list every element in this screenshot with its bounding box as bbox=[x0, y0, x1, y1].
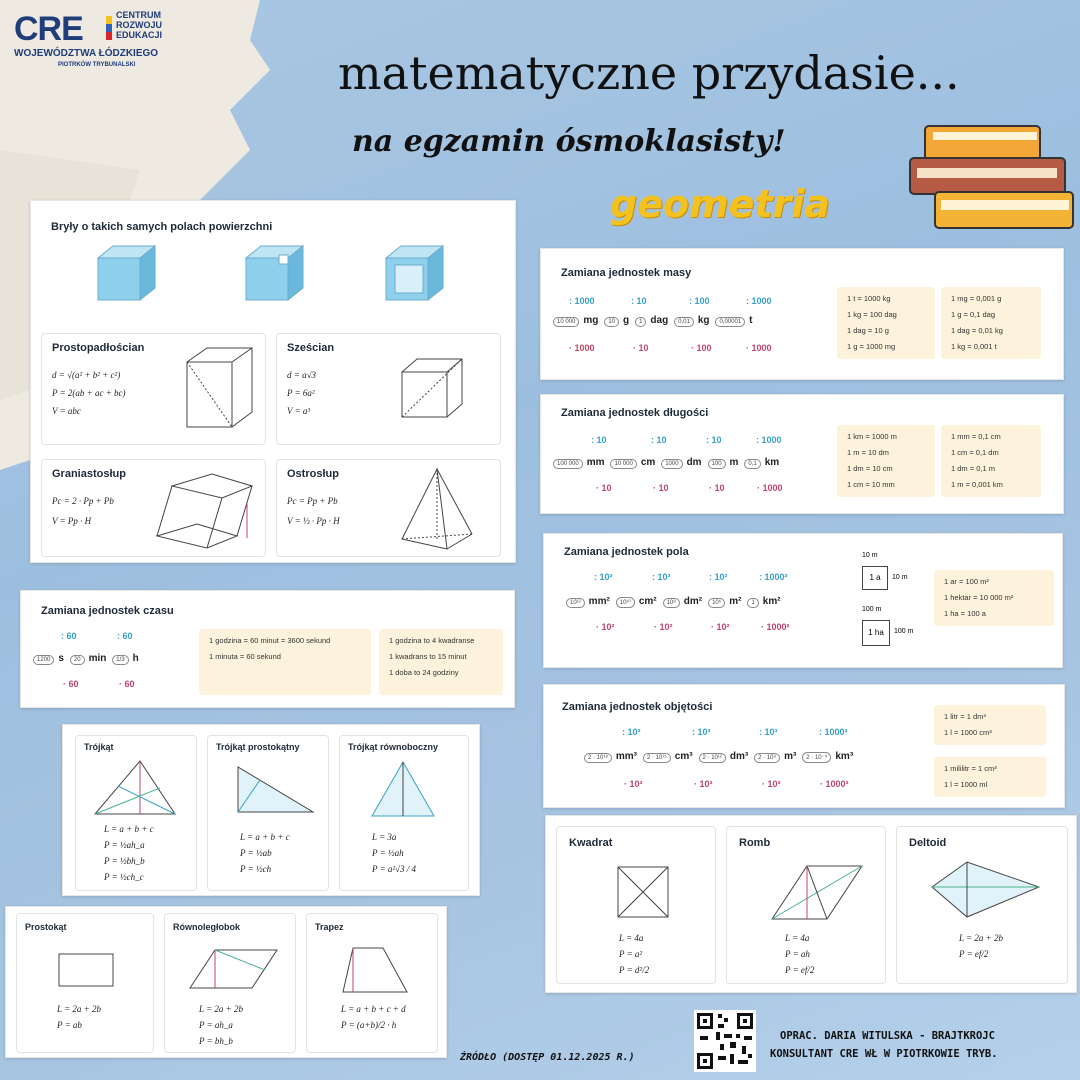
cube-hollow-icon bbox=[381, 243, 451, 303]
parallelogram-diagram bbox=[185, 944, 281, 994]
parallelogram-formula-3: P = bh_b bbox=[199, 1036, 233, 1046]
time-card bbox=[20, 590, 515, 708]
books-icon bbox=[905, 118, 1075, 238]
box-line: 1 godzina = 60 minut = 3600 sekund bbox=[209, 636, 331, 645]
length-op-bottom-2: · 10 bbox=[653, 483, 669, 493]
trapezoid-formula-1: L = a + b + c + d bbox=[341, 1004, 406, 1014]
prism-panel bbox=[41, 459, 266, 557]
parallelogram-formula-2: P = ah_a bbox=[199, 1020, 233, 1030]
volume-heading: Zamiana jednostek objętości bbox=[562, 701, 713, 713]
logo-line3: EDUKACJI bbox=[116, 30, 163, 40]
area-pill: 10⁶ bbox=[708, 598, 725, 608]
parallelogram-formula-1: L = 2a + 2b bbox=[199, 1004, 243, 1014]
square-ha-top: 100 m bbox=[862, 606, 882, 613]
cuboid-panel bbox=[41, 333, 266, 445]
area-pill: 10¹⁰ bbox=[616, 597, 635, 608]
box-line: 1 l = 1000 ml bbox=[944, 780, 988, 789]
box-line: 1 dm = 10 cm bbox=[847, 464, 893, 473]
area-unit: km² bbox=[762, 596, 781, 607]
cube-full-icon bbox=[93, 243, 163, 303]
rhombus-panel bbox=[726, 826, 886, 984]
triangle-formula-1: L = a + b + c bbox=[104, 824, 154, 834]
right-triangle-heading: Trójkąt prostokątny bbox=[216, 742, 300, 752]
topic-title: geometria bbox=[610, 182, 831, 226]
square-formula-2: P = a² bbox=[619, 949, 643, 959]
cube-formula-1: d = a√3 bbox=[287, 370, 317, 380]
length-unit: mm bbox=[586, 457, 605, 468]
box-line: 1 km = 1000 m bbox=[847, 432, 897, 441]
source-note: ŹRÓDŁO (DOSTĘP 01.12.2025 R.) bbox=[460, 1052, 635, 1063]
box-line: 1 cm = 0,1 dm bbox=[951, 448, 999, 457]
length-op-top-4: : 1000 bbox=[756, 435, 782, 445]
mass-box-1 bbox=[837, 287, 935, 359]
length-unit: km bbox=[764, 457, 780, 468]
area-unit: m² bbox=[729, 596, 742, 607]
mass-heading: Zamiana jednostek masy bbox=[561, 267, 692, 279]
box-line: 1 l = 1000 cm³ bbox=[944, 728, 992, 737]
box-line: 1 mm = 0,1 cm bbox=[951, 432, 1001, 441]
square-ar: 1 a bbox=[862, 566, 888, 590]
box-line: 1 m = 10 dm bbox=[847, 448, 889, 457]
volume-pill: 2 · 10⁻⁹ bbox=[802, 752, 831, 763]
box-line: 1 litr = 1 dm³ bbox=[944, 712, 986, 721]
area-box bbox=[934, 570, 1054, 626]
cuboid-formula-2: P = 2(ab + ac + bc) bbox=[52, 388, 126, 398]
logo-mark: CRE bbox=[14, 10, 83, 48]
box-line: 1 m = 0,001 km bbox=[951, 480, 1003, 489]
pyramid-panel bbox=[276, 459, 501, 557]
prism-formula-2: V = Pp · H bbox=[52, 516, 92, 526]
rhombus-formula-1: L = 4a bbox=[785, 933, 810, 943]
cube-notched-icon bbox=[241, 243, 311, 303]
area-pill: 10¹² bbox=[566, 598, 585, 608]
length-pill: 0,1 bbox=[744, 459, 760, 469]
mass-pill: 0,00001 bbox=[715, 317, 745, 327]
volume-op-top-2: : 10³ bbox=[692, 727, 711, 737]
length-heading: Zamiana jednostek długości bbox=[561, 407, 709, 419]
box-line: 1 dag = 10 g bbox=[847, 326, 889, 335]
cuboid-formula-1: d = √(a² + b² + c²) bbox=[52, 370, 121, 380]
area-op-bottom-3: · 10² bbox=[711, 622, 730, 632]
square-ha: 1 ha bbox=[862, 620, 890, 646]
box-line: 1 kg = 0,001 t bbox=[951, 342, 997, 351]
length-op-top-1: : 10 bbox=[591, 435, 607, 445]
box-line: 1 kwadrans to 15 minut bbox=[389, 652, 467, 661]
mass-unit: t bbox=[749, 315, 753, 326]
deltoid-formula-2: P = ef/2 bbox=[959, 949, 989, 959]
prism-diagram bbox=[152, 466, 262, 552]
volume-box-2 bbox=[934, 757, 1046, 797]
area-op-top-2: : 10² bbox=[652, 572, 671, 582]
time-op-top-1: : 60 bbox=[61, 631, 77, 641]
mass-unit: kg bbox=[697, 315, 710, 326]
rectangle-formula-1: L = 2a + 2b bbox=[57, 1004, 101, 1014]
box-line: 1 dm = 0,1 m bbox=[951, 464, 995, 473]
logo-flag bbox=[106, 16, 112, 40]
volume-pill: 2 · 10¹² bbox=[699, 753, 726, 763]
area-op-top-4: : 1000² bbox=[759, 572, 788, 582]
page-subtitle: na egzamin ósmoklasisty! bbox=[352, 124, 786, 159]
mass-op-bottom-4: · 1000 bbox=[746, 343, 772, 353]
mass-chain bbox=[553, 315, 757, 327]
deltoid-heading: Deltoid bbox=[909, 837, 947, 849]
area-unit: dm² bbox=[683, 596, 703, 607]
box-line: 1 ha = 100 a bbox=[944, 609, 986, 618]
cube-formula-2: P = 6a² bbox=[287, 388, 315, 398]
length-op-top-3: : 10 bbox=[706, 435, 722, 445]
mass-pill: 0,01 bbox=[674, 317, 694, 327]
time-heading: Zamiana jednostek czasu bbox=[41, 605, 174, 617]
mass-op-top-3: : 100 bbox=[689, 296, 710, 306]
square-diagram bbox=[612, 861, 674, 923]
area-unit: mm² bbox=[588, 596, 610, 607]
box-line: 1 godzina to 4 kwadranse bbox=[389, 636, 475, 645]
equilateral-formula-2: P = ½ah bbox=[372, 848, 404, 858]
time-chain bbox=[33, 653, 143, 665]
trapezoid-diagram bbox=[333, 942, 413, 998]
trapezoid-formula-2: P = (a+b)/2 · h bbox=[341, 1020, 397, 1030]
trapezoid-panel bbox=[306, 913, 438, 1053]
cuboid-heading: Prostopadłościan bbox=[52, 342, 145, 354]
triangle-formula-4: P = ½ch_c bbox=[104, 872, 144, 882]
prism-heading: Graniastosłup bbox=[52, 468, 126, 480]
length-op-bottom-1: · 10 bbox=[596, 483, 612, 493]
length-box-1 bbox=[837, 425, 935, 497]
area-pill: 10⁸ bbox=[663, 598, 680, 608]
volume-unit: dm³ bbox=[729, 751, 749, 762]
right-triangle-formula-2: P = ½ab bbox=[240, 848, 272, 858]
rhombus-formula-3: P = ef/2 bbox=[785, 965, 815, 975]
square-panel bbox=[556, 826, 716, 984]
solids-heading: Bryły o takich samych polach powierzchni bbox=[51, 221, 273, 233]
solids-card bbox=[30, 200, 516, 563]
volume-op-bottom-2: · 10³ bbox=[694, 779, 713, 789]
length-pill: 10 000 bbox=[610, 459, 636, 469]
length-op-bottom-4: · 1000 bbox=[757, 483, 783, 493]
right-triangle-formula-1: L = a + b + c bbox=[240, 832, 290, 842]
triangle-formula-3: P = ½bh_b bbox=[104, 856, 145, 866]
mass-card bbox=[540, 248, 1064, 380]
page-title: matematyczne przydasie... bbox=[338, 46, 960, 100]
deltoid-formula-1: L = 2a + 2b bbox=[959, 933, 1003, 943]
cuboid-formula-3: V = abc bbox=[52, 406, 81, 416]
time-unit: min bbox=[88, 653, 107, 664]
cube-heading: Sześcian bbox=[287, 342, 335, 354]
area-chain bbox=[566, 596, 785, 608]
triangle-heading: Trójkąt bbox=[84, 742, 114, 752]
box-line: 1 g = 1000 mg bbox=[847, 342, 896, 351]
mass-pill: 10 bbox=[604, 317, 619, 327]
volume-op-top-3: : 10³ bbox=[759, 727, 778, 737]
logo-line4: WOJEWÓDZTWA ŁÓDZKIEGO bbox=[14, 48, 159, 59]
triangles-card bbox=[62, 724, 480, 896]
square-ar-top: 10 m bbox=[862, 552, 878, 559]
author-line-1: OPRAC. DARIA WITULSKA - BRAJTKROJC bbox=[780, 1030, 995, 1042]
time-op-top-2: : 60 bbox=[117, 631, 133, 641]
cre-logo bbox=[14, 10, 194, 72]
qr-code-icon bbox=[694, 1010, 756, 1072]
length-pill: 100 000 bbox=[553, 459, 583, 469]
mass-op-top-1: : 1000 bbox=[569, 296, 595, 306]
volume-unit: cm³ bbox=[674, 751, 693, 762]
time-op-bottom-2: · 60 bbox=[119, 679, 135, 689]
time-pill: 20 bbox=[70, 655, 85, 665]
volume-op-bottom-4: · 1000³ bbox=[820, 779, 849, 789]
rectangle-diagram bbox=[53, 948, 119, 992]
logo-line1: CENTRUM bbox=[116, 10, 161, 20]
box-line: 1 hektar = 10 000 m² bbox=[944, 593, 1014, 602]
parallelogram-heading: Równoległobok bbox=[173, 922, 240, 932]
volume-op-bottom-1: · 10³ bbox=[624, 779, 643, 789]
volume-op-bottom-3: · 10³ bbox=[762, 779, 781, 789]
pyramid-formula-2: V = ⅓ · Pp · H bbox=[287, 516, 340, 526]
time-unit: s bbox=[58, 653, 64, 664]
pyramid-formula-1: Pc = Pp + Pb bbox=[287, 496, 338, 506]
mass-box-2 bbox=[941, 287, 1041, 359]
area-pill: 1 bbox=[747, 598, 758, 608]
cuboid-diagram bbox=[182, 342, 262, 438]
right-triangle-formula-3: P = ½ch bbox=[240, 864, 272, 874]
volume-unit: km³ bbox=[835, 751, 854, 762]
area-op-bottom-2: · 10² bbox=[654, 622, 673, 632]
time-box-1 bbox=[199, 629, 371, 695]
volume-unit: m³ bbox=[784, 751, 797, 762]
box-line: 1 g = 0,1 dag bbox=[951, 310, 995, 319]
volume-chain bbox=[584, 751, 857, 763]
triangle-formula-2: P = ½ah_a bbox=[104, 840, 145, 850]
time-unit: h bbox=[132, 653, 139, 664]
cube-formula-3: V = a³ bbox=[287, 406, 311, 416]
cube-diagram bbox=[397, 354, 467, 424]
area-op-bottom-1: · 10² bbox=[596, 622, 615, 632]
pyramid-diagram bbox=[397, 464, 477, 554]
volume-pill: 2 · 10¹⁵ bbox=[643, 753, 671, 763]
mass-op-top-4: : 1000 bbox=[746, 296, 772, 306]
mass-op-bottom-2: · 10 bbox=[633, 343, 649, 353]
equilateral-heading: Trójkąt równoboczny bbox=[348, 742, 439, 752]
mass-pill: 10 000 bbox=[553, 317, 579, 327]
area-heading: Zamiana jednostek pola bbox=[564, 546, 689, 558]
area-op-top-3: : 10² bbox=[709, 572, 728, 582]
length-op-bottom-3: · 10 bbox=[709, 483, 725, 493]
logo-line2: ROZWOJU bbox=[116, 20, 162, 30]
length-pill: 100 bbox=[708, 459, 726, 469]
volume-op-top-4: : 1000³ bbox=[819, 727, 848, 737]
length-unit: cm bbox=[640, 457, 656, 468]
box-line: 1 minuta = 60 sekund bbox=[209, 652, 281, 661]
length-op-top-2: : 10 bbox=[651, 435, 667, 445]
volume-pill: 2 · 10⁹ bbox=[754, 753, 780, 763]
mass-unit: dag bbox=[650, 315, 669, 326]
time-op-bottom-1: · 60 bbox=[63, 679, 79, 689]
box-line: 1 dag = 0,01 kg bbox=[951, 326, 1003, 335]
box-line: 1 doba to 24 godziny bbox=[389, 668, 459, 677]
mass-op-bottom-3: · 100 bbox=[691, 343, 712, 353]
rectangle-panel bbox=[16, 913, 154, 1053]
pyramid-heading: Ostrosłup bbox=[287, 468, 339, 480]
volume-op-top-1: : 10³ bbox=[622, 727, 641, 737]
deltoid-diagram bbox=[927, 857, 1043, 923]
equilateral-formula-3: P = a²√3 / 4 bbox=[372, 864, 417, 874]
triangle-panel bbox=[75, 735, 197, 891]
square-ar-side: 10 m bbox=[892, 574, 908, 581]
square-ha-side: 100 m bbox=[894, 628, 914, 635]
square-heading: Kwadrat bbox=[569, 837, 613, 849]
area-card bbox=[543, 533, 1063, 668]
volume-box-1 bbox=[934, 705, 1046, 745]
equilateral-diagram bbox=[368, 758, 438, 822]
trapezoid-heading: Trapez bbox=[315, 922, 344, 932]
area-op-top-1: : 10² bbox=[594, 572, 613, 582]
square-formula-1: L = 4a bbox=[619, 933, 644, 943]
time-box-2 bbox=[379, 629, 503, 695]
area-unit: cm² bbox=[638, 596, 657, 607]
parallelogram-panel bbox=[164, 913, 296, 1053]
triangle-diagram bbox=[90, 756, 180, 818]
length-pill: 1000 bbox=[661, 459, 682, 469]
volume-card bbox=[543, 684, 1065, 808]
right-triangle-panel bbox=[207, 735, 329, 891]
rectangle-formula-2: P = ab bbox=[57, 1020, 82, 1030]
box-line: 1 kg = 100 dag bbox=[847, 310, 897, 319]
box-line: 1 ar = 100 m² bbox=[944, 577, 989, 586]
right-triangle-diagram bbox=[228, 762, 318, 822]
square-formula-3: P = d²/2 bbox=[619, 965, 650, 975]
logo-line5: PIOTRKÓW TRYBUNALSKI bbox=[58, 62, 136, 68]
area-op-bottom-4: · 1000² bbox=[761, 622, 790, 632]
rhombus-heading: Romb bbox=[739, 837, 771, 849]
length-box-2 bbox=[941, 425, 1041, 497]
cube-panel bbox=[276, 333, 501, 445]
length-chain bbox=[553, 457, 783, 469]
time-pill: 1/3 bbox=[112, 655, 128, 665]
prism-formula-1: Pc = 2 · Pp + Pb bbox=[52, 496, 114, 506]
rectangle-heading: Prostokąt bbox=[25, 922, 67, 932]
time-pill: 1200 bbox=[33, 655, 54, 665]
equilateral-formula-1: L = 3a bbox=[372, 832, 397, 842]
volume-unit: mm³ bbox=[615, 751, 637, 762]
mass-unit: g bbox=[623, 315, 630, 326]
deltoid-panel bbox=[896, 826, 1068, 984]
rhombus-card bbox=[545, 815, 1077, 993]
volume-pill: 2 · 10¹⁸ bbox=[584, 753, 612, 763]
mass-op-top-2: : 10 bbox=[631, 296, 647, 306]
mass-pill: 1 bbox=[635, 317, 646, 327]
rectangles-card bbox=[5, 906, 447, 1058]
box-line: 1 t = 1000 kg bbox=[847, 294, 891, 303]
mass-unit: mg bbox=[583, 315, 599, 326]
box-line: 1 cm = 10 mm bbox=[847, 480, 895, 489]
author-line-2: KONSULTANT CRE WŁ W PIOTRKOWIE TRYB. bbox=[770, 1048, 998, 1060]
mass-op-bottom-1: · 1000 bbox=[569, 343, 595, 353]
box-line: 1 mg = 0,001 g bbox=[951, 294, 1002, 303]
rhombus-formula-2: P = ah bbox=[785, 949, 810, 959]
length-unit: m bbox=[729, 457, 739, 468]
box-line: 1 mililitr = 1 cm³ bbox=[944, 764, 997, 773]
equilateral-panel bbox=[339, 735, 469, 891]
length-card bbox=[540, 394, 1064, 514]
length-unit: dm bbox=[686, 457, 702, 468]
rhombus-diagram bbox=[767, 861, 867, 923]
